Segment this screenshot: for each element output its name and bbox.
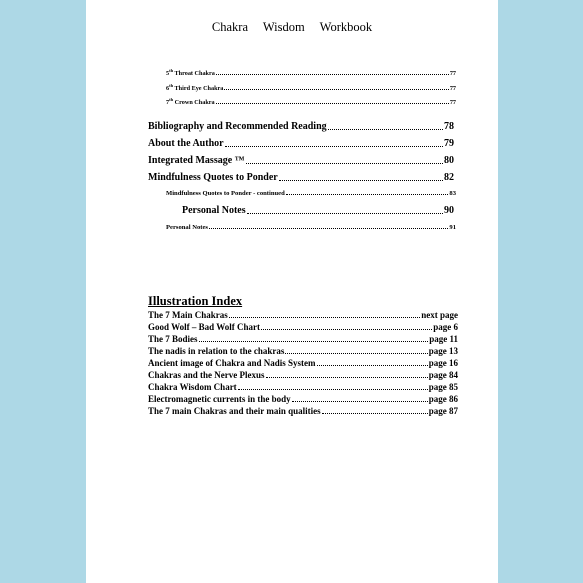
toc-page-number: 79	[444, 138, 454, 149]
dot-leader	[279, 180, 443, 181]
illustration-entry[interactable]	[148, 370, 458, 380]
toc-label: Throat Chakra	[174, 70, 215, 77]
illustration-entry[interactable]	[148, 394, 458, 404]
toc-entry-throat-chakra[interactable]	[166, 68, 456, 77]
illustration-page: page 11	[429, 334, 458, 344]
toc-number: 5	[166, 70, 170, 77]
dot-leader	[285, 353, 427, 354]
dot-leader	[229, 317, 420, 318]
illustration-label: Ancient image of Chakra and Nadis System	[148, 358, 316, 368]
dot-leader	[292, 401, 428, 402]
toc-entry-mindfulness-quotes-continued[interactable]	[166, 190, 456, 197]
illustration-entry[interactable]	[148, 358, 458, 368]
illustration-entry[interactable]	[148, 310, 458, 320]
illustration-entry[interactable]	[148, 346, 458, 356]
dot-leader	[246, 163, 443, 164]
dot-leader	[238, 389, 428, 390]
toc-page-number: 82	[444, 172, 454, 183]
illustration-page: page 86	[428, 394, 458, 404]
toc-page-number: 77	[449, 70, 456, 77]
illustration-label: The 7 Bodies	[148, 334, 198, 344]
dot-leader	[225, 146, 443, 147]
toc-entry-integrated-massage[interactable]	[148, 155, 454, 166]
dot-leader	[266, 377, 428, 378]
toc-number: 7	[166, 99, 170, 106]
dot-leader	[247, 213, 443, 214]
illustration-label: Electromagnetic currents in the body	[148, 394, 291, 404]
page-header: Chakra Wisdom Workbook	[211, 20, 373, 34]
illustration-entry[interactable]	[148, 334, 458, 344]
dot-leader	[261, 329, 432, 330]
illustration-page: page 84	[428, 370, 458, 380]
toc-entry-mindfulness-quotes[interactable]	[148, 172, 454, 183]
dot-leader	[286, 194, 449, 195]
illustration-label: Good Wolf – Bad Wolf Chart	[148, 322, 260, 332]
dot-leader	[199, 341, 429, 342]
toc-ordinal-suffix: th	[169, 97, 174, 102]
toc-page-number: 90	[444, 205, 454, 216]
document-page	[86, 0, 498, 583]
toc-entry-personal-notes-91[interactable]	[166, 224, 456, 231]
toc-ordinal-suffix: th	[169, 68, 174, 73]
illustration-page: page 16	[428, 358, 458, 368]
toc-label: Personal Notes	[182, 205, 246, 216]
illustration-page: page 6	[433, 322, 458, 332]
dot-leader	[216, 74, 449, 75]
toc-ordinal-suffix: th	[169, 83, 174, 88]
toc-label: Bibliography and Recommended Reading	[148, 121, 327, 132]
toc-label: Third Eye Chakra	[174, 85, 224, 92]
toc-page-number: 77	[449, 99, 456, 106]
toc-entry-about-author[interactable]	[148, 138, 454, 149]
illustration-entry[interactable]	[148, 382, 458, 392]
dot-leader	[224, 89, 448, 90]
dot-leader	[328, 129, 443, 130]
illustration-page: page 87	[428, 406, 458, 416]
illustration-page: page 13	[428, 346, 458, 356]
toc-page-number: 77	[449, 85, 456, 92]
illustration-entry[interactable]	[148, 322, 458, 332]
toc-entry-bibliography[interactable]	[148, 121, 454, 132]
toc-label: Personal Notes	[166, 224, 208, 231]
illustration-label: The 7 main Chakras and their main qualities	[148, 406, 321, 416]
illustration-index-title: Illustration Index	[148, 294, 243, 308]
toc-page-number: 78	[444, 121, 454, 132]
toc-label: Mindfulness Quotes to Ponder	[148, 172, 278, 183]
dot-leader	[317, 365, 428, 366]
dot-leader	[216, 103, 449, 104]
dot-leader	[322, 413, 428, 414]
toc-label: About the Author	[148, 138, 224, 149]
toc-entry-crown-chakra[interactable]	[166, 97, 456, 106]
toc-label: Integrated Massage ™	[148, 155, 245, 166]
illustration-label: Chakra Wisdom Chart	[148, 382, 237, 392]
toc-label: Mindfulness Quotes to Ponder - continued	[166, 190, 285, 197]
illustration-entry[interactable]	[148, 406, 458, 416]
illustration-label: The 7 Main Chakras	[148, 310, 228, 320]
illustration-label: The nadis in relation to the chakras	[148, 346, 285, 356]
toc-label: Crown Chakra	[174, 99, 215, 106]
illustration-page: next page	[421, 310, 458, 320]
illustration-label: Chakras and the Nerve Plexus	[148, 370, 265, 380]
toc-entry-third-eye-chakra[interactable]	[166, 83, 456, 92]
toc-number: 6	[166, 85, 170, 92]
illustration-page: page 85	[428, 382, 458, 392]
toc-page-number: 83	[449, 190, 456, 197]
toc-page-number: 80	[444, 155, 454, 166]
toc-page-number: 91	[449, 224, 456, 231]
dot-leader	[209, 228, 448, 229]
toc-entry-personal-notes-90[interactable]	[182, 205, 454, 216]
